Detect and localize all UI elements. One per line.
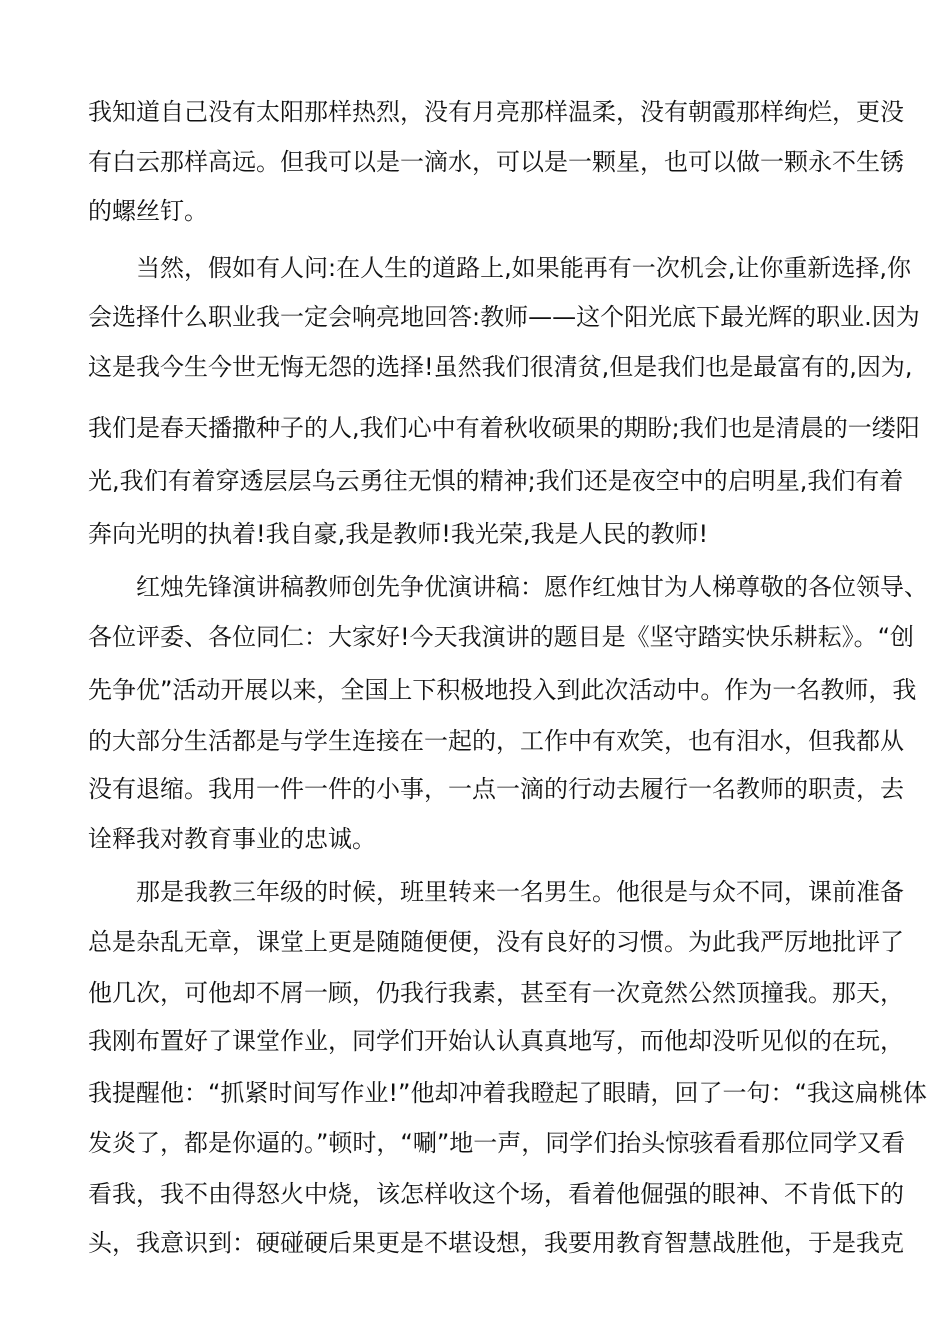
text-line: 我提醒他：“抓紧时间写作业!”他却冲着我瞪起了眼睛，回了一句：“我这扁桃体 (88, 1079, 927, 1107)
text-line: 光,我们有着穿透层层乌云勇往无惧的精神;我们还是夜空中的启明星,我们有着 (88, 467, 904, 495)
text-line: 的大部分生活都是与学生连接在一起的，工作中有欢笑，也有泪水，但我都从 (88, 727, 904, 755)
paragraph-first-line: 红烛先锋演讲稿教师创先争优演讲稿：愿作红烛甘为人梯尊敬的各位领导、 (136, 573, 928, 601)
text-line: 会选择什么职业我一定会响亮地回答:教师——这个阳光底下最光辉的职业.因为 (88, 303, 920, 331)
text-line: 诠释我对教育事业的忠诚。 (88, 825, 376, 853)
text-line: 各位评委、各位同仁：大家好!今天我演讲的题目是《坚守踏实快乐耕耘》。“创 (88, 623, 915, 651)
text-line: 总是杂乱无章，课堂上更是随随便便，没有良好的习惯。为此我严厉地批评了 (88, 928, 904, 956)
paragraph-first-line: 那是我教三年级的时候，班里转来一名男生。他很是与众不同，课前准备 (136, 878, 904, 906)
text-line: 发炎了，都是你逼的。”顿时，“唰”地一声，同学们抬头惊骇看看那位同学又看 (88, 1129, 906, 1157)
text-line: 我知道自己没有太阳那样热烈，没有月亮那样温柔，没有朝霞那样绚烂，更没 (88, 98, 904, 126)
text-line: 先争优”活动开展以来，全国上下积极地投入到此次活动中。作为一名教师，我 (88, 676, 917, 704)
text-line: 他几次，可他却不屑一顾，仍我行我素，甚至有一次竟然公然顶撞我。那天， (88, 979, 904, 1007)
text-line: 我们是春天播撒种子的人,我们心中有着秋收硕果的期盼;我们也是清晨的一缕阳 (88, 414, 920, 442)
paragraph-first-line: 当然，假如有人问:在人生的道路上,如果能再有一次机会,让你重新选择,你 (136, 254, 911, 282)
text-line: 这是我今生今世无悔无怨的选择!虽然我们很清贫,但是我们也是最富有的,因为, (88, 353, 913, 381)
text-line: 我刚布置好了课堂作业，同学们开始认认真真地写，而他却没听见似的在玩， (88, 1027, 904, 1055)
text-line: 有白云那样高远。但我可以是一滴水，可以是一颗星，也可以做一颗永不生锈 (88, 148, 904, 176)
text-line: 的螺丝钉。 (88, 197, 208, 225)
text-line: 头，我意识到：硬碰硬后果更是不堪设想，我要用教育智慧战胜他，于是我克 (88, 1229, 904, 1257)
text-line: 奔向光明的执着!我自豪,我是教师!我光荣,我是人民的教师! (88, 520, 709, 548)
text-line: 看我，我不由得怒火中烧，该怎样收这个场，看着他倔强的眼神、不肯低下的 (88, 1180, 904, 1208)
text-line: 没有退缩。我用一件一件的小事，一点一滴的行动去履行一名教师的职责，去 (88, 775, 904, 803)
